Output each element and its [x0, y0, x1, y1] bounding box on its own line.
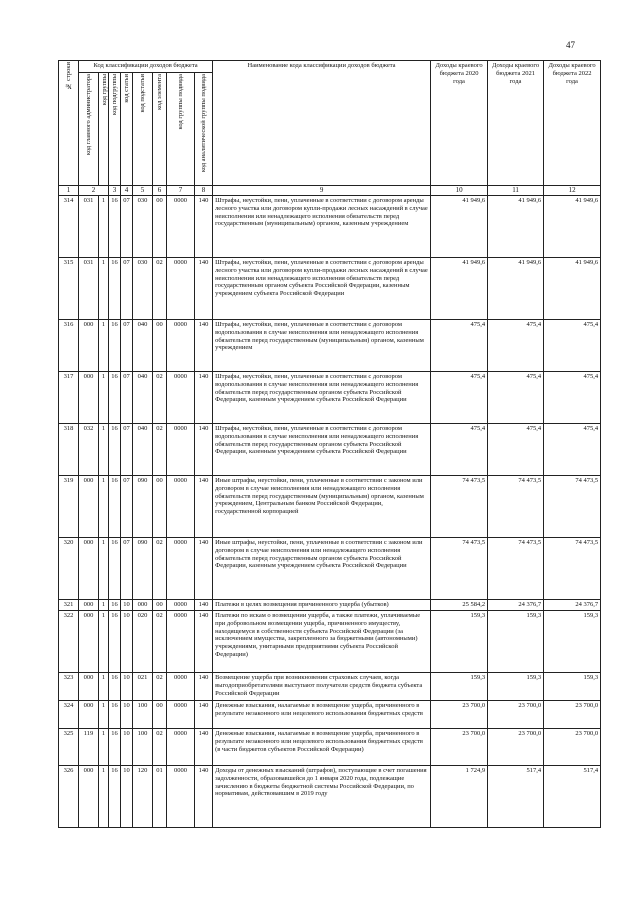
admin-code-cell: 000: [79, 600, 99, 611]
subgroup-code-cell: 16: [109, 258, 121, 320]
element-code-cell: 02: [153, 424, 167, 476]
analytic-code-cell: 140: [195, 600, 213, 611]
row-number-cell: 323: [59, 673, 79, 701]
row-number-cell: 326: [59, 766, 79, 828]
income-2020-cell: 159,3: [431, 611, 488, 673]
subgroup-code-cell: 16: [109, 372, 121, 424]
income-2022-cell: 41 949,6: [544, 196, 601, 258]
table-row: [59, 538, 601, 600]
col-index: 7: [167, 186, 195, 196]
subarticle-code-cell: 100: [133, 729, 153, 766]
header-income-2020: Доходы краевого бюджета 2020 года: [431, 61, 488, 186]
income-2021-cell: 159,3: [488, 611, 544, 673]
col-index: 8: [195, 186, 213, 196]
income-2021-cell: 74 473,5: [488, 476, 544, 538]
income-2020-cell: 475,4: [431, 424, 488, 476]
header-col-admin: код главного администратора: [79, 73, 99, 186]
subarticle-code-cell: 040: [133, 372, 153, 424]
row-number-cell: 315: [59, 258, 79, 320]
subgroup-code-cell: 16: [109, 701, 121, 729]
article-code-cell: 07: [121, 258, 133, 320]
income-2022-cell: 159,3: [544, 673, 601, 701]
income-2022-cell: 41 949,6: [544, 258, 601, 320]
subgroup-code-cell: 16: [109, 611, 121, 673]
col-index: 3: [109, 186, 121, 196]
table-row: [59, 673, 601, 701]
income-2022-cell: 74 473,5: [544, 476, 601, 538]
header-col-subtype: код группы подвида: [167, 73, 195, 186]
article-code-cell: 10: [121, 766, 133, 828]
income-2021-cell: 74 473,5: [488, 538, 544, 600]
income-2021-cell: 475,4: [488, 424, 544, 476]
group-code-cell: 1: [99, 258, 109, 320]
col-index: 2: [79, 186, 109, 196]
name-cell: Штрафы, неустойки, пени, уплаченные в соответствии с договором водопользования в случае неисполнения или ненадлежащего исполнения обязательств перед государственным органом субъекта Российской Федерации, казенным учреждением субъекта Российской Федерации: [213, 372, 431, 424]
income-2021-cell: 24 376,7: [488, 600, 544, 611]
subtype-code-cell: 0000: [167, 766, 195, 828]
row-number-cell: 325: [59, 729, 79, 766]
row-number-cell: 318: [59, 424, 79, 476]
subtype-code-cell: 0000: [167, 673, 195, 701]
col-index: 9: [213, 186, 431, 196]
subgroup-code-cell: 16: [109, 729, 121, 766]
table-row: [59, 258, 601, 320]
income-2021-cell: 23 700,0: [488, 701, 544, 729]
subarticle-code-cell: 090: [133, 476, 153, 538]
group-code-cell: 1: [99, 476, 109, 538]
header-income-2021: Доходы краевого бюджета 2021 года: [488, 61, 544, 186]
article-code-cell: 07: [121, 424, 133, 476]
subarticle-code-cell: 000: [133, 600, 153, 611]
article-code-cell: 10: [121, 701, 133, 729]
table-row: [59, 611, 601, 673]
table-body: [59, 196, 601, 828]
subgroup-code-cell: 16: [109, 538, 121, 600]
table-row: [59, 372, 601, 424]
subarticle-code-cell: 120: [133, 766, 153, 828]
analytic-code-cell: 140: [195, 196, 213, 258]
header-col-article: код статьи: [121, 73, 133, 186]
col-index: 5: [133, 186, 153, 196]
group-code-cell: 1: [99, 611, 109, 673]
subarticle-code-cell: 030: [133, 196, 153, 258]
row-number-cell: 320: [59, 538, 79, 600]
name-cell: Платежи в целях возмещения причиненного ущерба (убытков): [213, 600, 431, 611]
analytic-code-cell: 140: [195, 424, 213, 476]
table-row: [59, 196, 601, 258]
group-code-cell: 1: [99, 538, 109, 600]
admin-code-cell: 031: [79, 196, 99, 258]
name-cell: Возмещение ущерба при возникновении страховых случаев, когда выгодоприобретателями выступают получатели средств бюджета субъекта Российской Федерации: [213, 673, 431, 701]
analytic-code-cell: 140: [195, 258, 213, 320]
header-row-number: № строки: [59, 61, 79, 186]
analytic-code-cell: 140: [195, 538, 213, 600]
group-code-cell: 1: [99, 701, 109, 729]
table-row: [59, 701, 601, 729]
admin-code-cell: 119: [79, 729, 99, 766]
analytic-code-cell: 140: [195, 729, 213, 766]
table-row: [59, 766, 601, 828]
subtype-code-cell: 0000: [167, 600, 195, 611]
admin-code-cell: 000: [79, 611, 99, 673]
income-2020-cell: 74 473,5: [431, 538, 488, 600]
element-code-cell: 00: [153, 320, 167, 372]
row-number-cell: 319: [59, 476, 79, 538]
income-2022-cell: 475,4: [544, 320, 601, 372]
element-code-cell: 00: [153, 476, 167, 538]
income-2020-cell: 159,3: [431, 673, 488, 701]
col-index: 12: [544, 186, 601, 196]
row-number-cell: 321: [59, 600, 79, 611]
header-col-analytic: код аналитической группы подвида: [195, 73, 213, 186]
income-2022-cell: 74 473,5: [544, 538, 601, 600]
subarticle-code-cell: 100: [133, 701, 153, 729]
income-2021-cell: 517,4: [488, 766, 544, 828]
col-index: 1: [59, 186, 79, 196]
analytic-code-cell: 140: [195, 611, 213, 673]
article-code-cell: 07: [121, 538, 133, 600]
subtype-code-cell: 0000: [167, 701, 195, 729]
header-name: Наименование кода классификации доходов бюджета: [213, 61, 431, 186]
table-row: [59, 320, 601, 372]
income-2022-cell: 23 700,0: [544, 701, 601, 729]
row-number-cell: 322: [59, 611, 79, 673]
row-number-cell: 324: [59, 701, 79, 729]
element-code-cell: 00: [153, 600, 167, 611]
article-code-cell: 10: [121, 600, 133, 611]
income-2020-cell: 23 700,0: [431, 729, 488, 766]
article-code-cell: 07: [121, 476, 133, 538]
subarticle-code-cell: 021: [133, 673, 153, 701]
group-code-cell: 1: [99, 600, 109, 611]
analytic-code-cell: 140: [195, 320, 213, 372]
name-cell: Штрафы, неустойки, пени, уплаченные в соответствии с договором водопользования в случае неисполнения или ненадлежащего исполнения обязательств перед государственным органом субъекта Российской Федерации, казенным учреждением субъекта Российской Федерации: [213, 424, 431, 476]
income-2020-cell: 475,4: [431, 320, 488, 372]
element-code-cell: 02: [153, 611, 167, 673]
name-cell: Штрафы, неустойки, пени, уплаченные в соответствии с договором водопользования в случае неисполнения или ненадлежащего исполнения обязательств перед государственным (муниципальным) органом, казенным учреждением: [213, 320, 431, 372]
admin-code-cell: 000: [79, 766, 99, 828]
income-2021-cell: 475,4: [488, 320, 544, 372]
column-index-row: [59, 186, 601, 196]
income-2020-cell: 475,4: [431, 372, 488, 424]
header-col-element: код элемента: [153, 73, 167, 186]
table-row: [59, 600, 601, 611]
element-code-cell: 02: [153, 729, 167, 766]
subtype-code-cell: 0000: [167, 538, 195, 600]
subgroup-code-cell: 16: [109, 766, 121, 828]
name-cell: Денежные взыскания, налагаемые в возмещение ущерба, причиненного в результате незаконного или нецелевого использования бюджетных средств (в части бюджетов субъектов Российской Федерации): [213, 729, 431, 766]
subgroup-code-cell: 16: [109, 476, 121, 538]
element-code-cell: 00: [153, 701, 167, 729]
name-cell: Штрафы, неустойки, пени, уплаченные в соответствии с договором аренды лесного участка или договором купли-продажи лесных насаждений в случае неисполнения или ненадлежащего исполнения обязательств перед государственным (муниципальным) органом, казенным учреждением: [213, 196, 431, 258]
row-number-cell: 316: [59, 320, 79, 372]
table-row: [59, 476, 601, 538]
group-code-cell: 1: [99, 766, 109, 828]
subtype-code-cell: 0000: [167, 729, 195, 766]
article-code-cell: 07: [121, 196, 133, 258]
element-code-cell: 00: [153, 196, 167, 258]
name-cell: Иные штрафы, неустойки, пени, уплаченные в соответствии с законом или договором в случае неисполнения или ненадлежащего исполнения обязательств перед государственным органом субъекта Российской Федерации, казенным учреждением субъекта Российской Федерации: [213, 538, 431, 600]
col-index: 6: [153, 186, 167, 196]
income-2022-cell: 517,4: [544, 766, 601, 828]
income-2022-cell: 23 700,0: [544, 729, 601, 766]
name-cell: Иные штрафы, неустойки, пени, уплаченные в соответствии с законом или договором в случае неисполнения или ненадлежащего исполнения обязательств перед государственным (муниципальным) органом, казенным учреждением, Центральным банком Российской Федерации, государственной корпорацией: [213, 476, 431, 538]
subtype-code-cell: 0000: [167, 476, 195, 538]
income-2020-cell: 25 584,2: [431, 600, 488, 611]
col-index: 10: [431, 186, 488, 196]
subarticle-code-cell: 030: [133, 258, 153, 320]
analytic-code-cell: 140: [195, 372, 213, 424]
admin-code-cell: 000: [79, 320, 99, 372]
name-cell: Доходы от денежных взысканий (штрафов), поступающие в счет погашения задолженности, образовавшейся до 1 января 2020 года, подлежащие зачислению в бюджеты бюджетной системы Российской Федерации, по нормативам, действовавшим в 2019 году: [213, 766, 431, 828]
group-code-cell: 1: [99, 320, 109, 372]
income-2020-cell: 74 473,5: [431, 476, 488, 538]
admin-code-cell: 000: [79, 538, 99, 600]
income-2021-cell: 159,3: [488, 673, 544, 701]
income-2021-cell: 41 949,6: [488, 196, 544, 258]
subgroup-code-cell: 16: [109, 196, 121, 258]
subarticle-code-cell: 090: [133, 538, 153, 600]
article-code-cell: 10: [121, 673, 133, 701]
subarticle-code-cell: 040: [133, 320, 153, 372]
income-2022-cell: 24 376,7: [544, 600, 601, 611]
header-col-subgroup: код подгруппы: [109, 73, 121, 186]
income-2021-cell: 41 949,6: [488, 258, 544, 320]
article-code-cell: 07: [121, 320, 133, 372]
income-2022-cell: 475,4: [544, 424, 601, 476]
analytic-code-cell: 140: [195, 673, 213, 701]
subgroup-code-cell: 16: [109, 424, 121, 476]
header-col-subarticle: код подстатьи: [133, 73, 153, 186]
group-code-cell: 1: [99, 196, 109, 258]
page-number: 47: [566, 40, 575, 50]
group-code-cell: 1: [99, 424, 109, 476]
admin-code-cell: 000: [79, 476, 99, 538]
analytic-code-cell: 140: [195, 476, 213, 538]
subtype-code-cell: 0000: [167, 258, 195, 320]
header-col-group: код группы: [99, 73, 109, 186]
table-row: [59, 424, 601, 476]
group-code-cell: 1: [99, 729, 109, 766]
element-code-cell: 02: [153, 538, 167, 600]
subtype-code-cell: 0000: [167, 320, 195, 372]
element-code-cell: 01: [153, 766, 167, 828]
subtype-code-cell: 0000: [167, 196, 195, 258]
subgroup-code-cell: 16: [109, 673, 121, 701]
admin-code-cell: 000: [79, 372, 99, 424]
budget-table: [58, 60, 601, 828]
col-index: 11: [488, 186, 544, 196]
article-code-cell: 10: [121, 611, 133, 673]
income-2021-cell: 23 700,0: [488, 729, 544, 766]
article-code-cell: 10: [121, 729, 133, 766]
analytic-code-cell: 140: [195, 701, 213, 729]
row-number-cell: 314: [59, 196, 79, 258]
row-number-cell: 317: [59, 372, 79, 424]
subarticle-code-cell: 020: [133, 611, 153, 673]
subtype-code-cell: 0000: [167, 372, 195, 424]
element-code-cell: 02: [153, 372, 167, 424]
table-row: [59, 729, 601, 766]
header-income-2022: Доходы краевого бюджета 2022 года: [544, 61, 601, 186]
group-code-cell: 1: [99, 372, 109, 424]
admin-code-cell: 000: [79, 701, 99, 729]
name-cell: Платежи по искам о возмещении ущерба, а также платежи, уплачиваемые при добровольном возмещении ущерба, причиненного имуществу, находящемуся в собственности субъекта Российской Федерации (за исключением имущества, закрепленного за бюджетными (автономными) учреждениями, унитарными предприятиями субъекта Российской Федерации): [213, 611, 431, 673]
name-cell: Штрафы, неустойки, пени, уплаченные в соответствии с договором аренды лесного участка или договором купли-продажи лесных насаждений в случае неисполнения или ненадлежащего исполнения обязательств перед государственным органом субъекта Российской Федерации, казенным учреждением субъекта Российской Федерации: [213, 258, 431, 320]
header-row-top: [59, 61, 601, 73]
admin-code-cell: 032: [79, 424, 99, 476]
income-2022-cell: 475,4: [544, 372, 601, 424]
subarticle-code-cell: 040: [133, 424, 153, 476]
analytic-code-cell: 140: [195, 766, 213, 828]
name-cell: Денежные взыскания, налагаемые в возмещение ущерба, причиненного в результате незаконного или нецелевого использования бюджетных средств: [213, 701, 431, 729]
admin-code-cell: 031: [79, 258, 99, 320]
income-2021-cell: 475,4: [488, 372, 544, 424]
income-2020-cell: 23 700,0: [431, 701, 488, 729]
group-code-cell: 1: [99, 673, 109, 701]
admin-code-cell: 000: [79, 673, 99, 701]
subtype-code-cell: 0000: [167, 611, 195, 673]
subgroup-code-cell: 16: [109, 320, 121, 372]
income-2020-cell: 1 724,9: [431, 766, 488, 828]
income-2020-cell: 41 949,6: [431, 258, 488, 320]
income-2020-cell: 41 949,6: [431, 196, 488, 258]
element-code-cell: 02: [153, 673, 167, 701]
subgroup-code-cell: 16: [109, 600, 121, 611]
element-code-cell: 02: [153, 258, 167, 320]
subtype-code-cell: 0000: [167, 424, 195, 476]
header-code-group: Код классификации доходов бюджета: [79, 61, 213, 73]
col-index: 4: [121, 186, 133, 196]
article-code-cell: 07: [121, 372, 133, 424]
income-2022-cell: 159,3: [544, 611, 601, 673]
